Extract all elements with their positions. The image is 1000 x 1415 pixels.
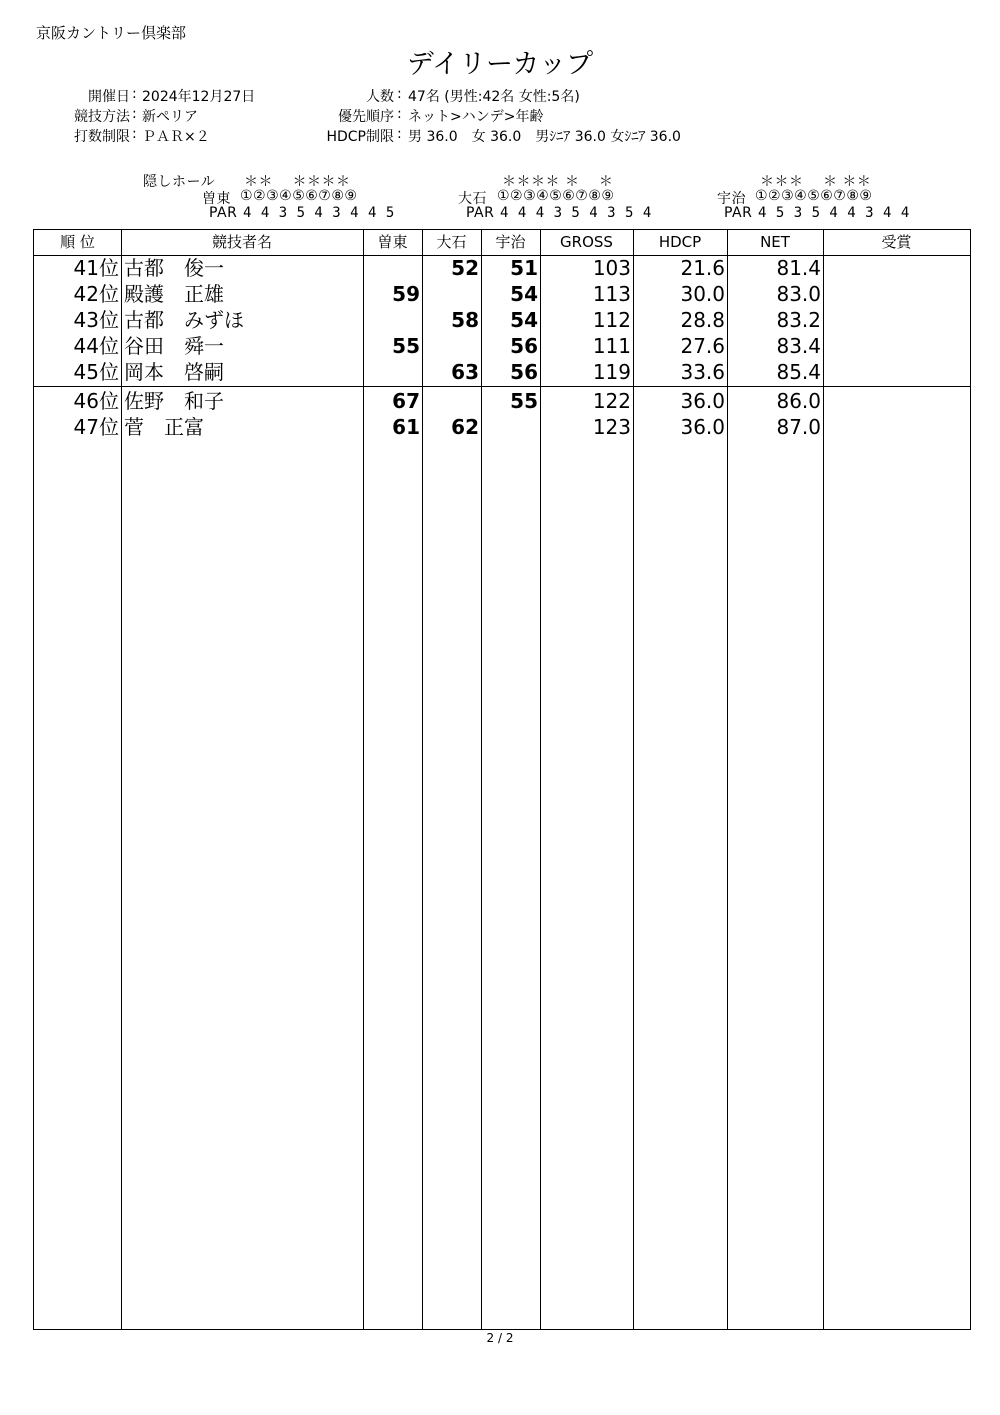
table-row <box>34 255 970 281</box>
course-name: 宇治 <box>717 191 746 207</box>
rank-cell: 46位 <box>73 389 119 413</box>
table-row <box>34 414 970 440</box>
colon: : <box>397 106 402 122</box>
net-cell: 83.2 <box>776 308 821 332</box>
hdcp-cell: 30.0 <box>680 282 725 306</box>
course-3-score: 56 <box>510 360 538 384</box>
colon: : <box>132 86 137 102</box>
info-method-value: 新ペリア <box>142 109 198 125</box>
player-name: 岡本 啓嗣 <box>124 360 224 384</box>
course-1-score: 55 <box>392 334 420 358</box>
colon: : <box>132 126 137 142</box>
results-table <box>33 229 971 1330</box>
hdcp-cell: 36.0 <box>680 415 725 439</box>
par-label: PAR <box>209 205 238 221</box>
course-3-score: 54 <box>510 308 538 332</box>
header-course-1: 曽東 <box>377 233 408 251</box>
course-1-score: 67 <box>392 389 420 413</box>
gross-cell: 122 <box>592 389 631 413</box>
course-2-score: 52 <box>451 256 479 280</box>
page-number: 2 / 2 <box>486 1331 514 1345</box>
rank-cell: 47位 <box>73 415 119 439</box>
header-player: 競技者名 <box>211 233 272 251</box>
course-pars: 4 4 4 3 5 4 3 5 4 <box>500 205 652 221</box>
course-3-score: 56 <box>510 334 538 358</box>
player-name: 佐野 和子 <box>124 389 224 413</box>
colon: : <box>132 106 137 122</box>
colon: : <box>397 86 402 102</box>
table-row <box>34 307 970 333</box>
par-label: PAR <box>724 205 753 221</box>
info-method-label: 競技方法 <box>74 109 130 125</box>
header-gross: GROSS <box>560 233 613 251</box>
course-3-score: 51 <box>510 256 538 280</box>
course-holes: ①②③④⑤⑥⑦⑧⑨ <box>755 188 873 204</box>
table-row <box>34 281 970 307</box>
info-count-value: 47名 (男性:42名 女性:5名) <box>408 89 580 105</box>
course-2-score: 58 <box>451 308 479 332</box>
info-limit-label: 打数制限 <box>74 129 130 145</box>
table-row <box>34 359 970 385</box>
info-date-label: 開催日 <box>88 89 130 105</box>
table-row <box>34 333 970 359</box>
rank-cell: 44位 <box>73 334 119 358</box>
colon: : <box>397 126 402 142</box>
course-1-score: 61 <box>392 415 420 439</box>
group-divider <box>34 386 970 387</box>
par-label: PAR <box>466 205 495 221</box>
net-cell: 85.4 <box>776 360 821 384</box>
rank-cell: 42位 <box>73 282 119 306</box>
gross-cell: 119 <box>592 360 631 384</box>
gross-cell: 123 <box>592 415 631 439</box>
header-net: NET <box>760 233 790 251</box>
header-course-3: 宇治 <box>495 233 526 251</box>
header-rank: 順 位 <box>60 233 95 251</box>
info-priority-label: 優先順序 <box>338 109 394 125</box>
course-name: 曽東 <box>202 191 231 207</box>
net-cell: 86.0 <box>776 389 821 413</box>
header-course-2: 大石 <box>436 233 467 251</box>
table-row <box>34 388 970 414</box>
hdcp-cell: 33.6 <box>680 360 725 384</box>
course-holes: ①②③④⑤⑥⑦⑧⑨ <box>497 188 615 204</box>
info-priority-value: ネット>ハンデ>年齢 <box>408 109 544 125</box>
course-pars: 4 4 3 5 4 3 4 4 5 <box>243 205 395 221</box>
rank-cell: 45位 <box>73 360 119 384</box>
info-date-value: 2024年12月27日 <box>142 89 256 105</box>
course-name: 大石 <box>458 191 487 207</box>
hidden-holes-label: 隠しホール <box>143 174 216 190</box>
rank-cell: 43位 <box>73 308 119 332</box>
player-name: 菅 正富 <box>124 415 204 439</box>
course-holes: ①②③④⑤⑥⑦⑧⑨ <box>240 188 358 204</box>
info-limit-value: ＰＡＲ×２ <box>142 129 210 145</box>
net-cell: 81.4 <box>776 256 821 280</box>
header-award: 受賞 <box>881 233 912 251</box>
net-cell: 83.0 <box>776 282 821 306</box>
player-name: 古都 俊一 <box>124 256 224 280</box>
gross-cell: 103 <box>592 256 631 280</box>
club-name: 京阪カントリー倶楽部 <box>36 24 187 42</box>
gross-cell: 111 <box>592 334 631 358</box>
course-3-score: 54 <box>510 282 538 306</box>
rank-cell: 41位 <box>73 256 119 280</box>
course-3-score: 55 <box>510 389 538 413</box>
gross-cell: 112 <box>592 308 631 332</box>
hdcp-cell: 36.0 <box>680 389 725 413</box>
page-title: デイリーカップ <box>406 49 594 80</box>
course-1-score: 59 <box>392 282 420 306</box>
gross-cell: 113 <box>592 282 631 306</box>
hdcp-cell: 28.8 <box>680 308 725 332</box>
course-2-score: 62 <box>451 415 479 439</box>
info-hdcp-value: 男 36.0 女 36.0 男ｼﾆｱ 36.0 女ｼﾆｱ 36.0 <box>408 129 681 145</box>
info-count-label: 人数 <box>366 89 394 105</box>
player-name: 谷田 舜一 <box>124 334 224 358</box>
net-cell: 83.4 <box>776 334 821 358</box>
course-stars: ＊＊＊＊ ＊ ＊ <box>502 174 614 190</box>
hdcp-cell: 21.6 <box>680 256 725 280</box>
player-name: 古都 みずほ <box>124 308 244 332</box>
player-name: 殿護 正雄 <box>124 282 224 306</box>
hdcp-cell: 27.6 <box>680 334 725 358</box>
header-hdcp: HDCP <box>658 233 702 251</box>
info-hdcp-label: HDCP制限 <box>326 129 394 145</box>
course-pars: 4 5 3 5 4 4 3 4 4 <box>758 205 910 221</box>
course-2-score: 63 <box>451 360 479 384</box>
course-stars: ＊＊＊ ＊ ＊＊ <box>760 174 872 190</box>
net-cell: 87.0 <box>776 415 821 439</box>
course-stars: ＊＊ ＊＊＊＊ <box>244 174 351 190</box>
